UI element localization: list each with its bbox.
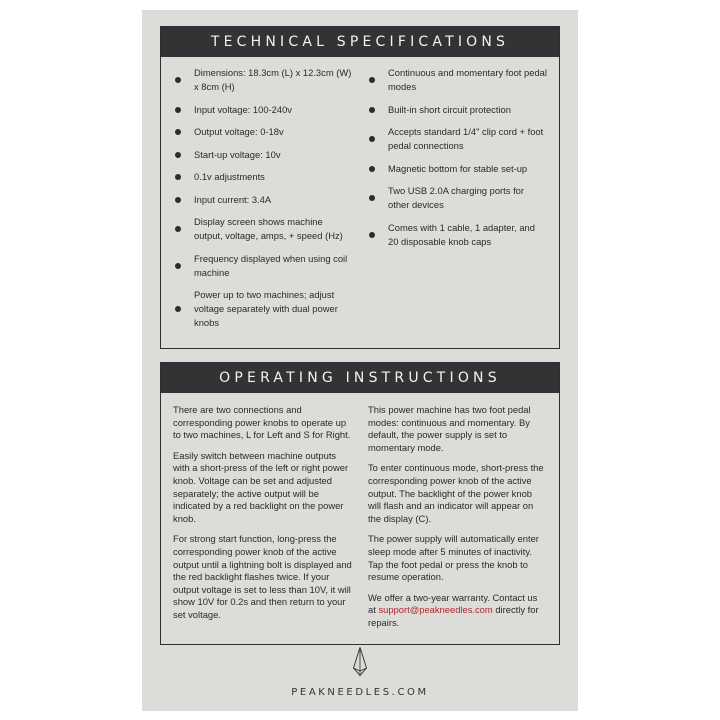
spec-item: Comes with 1 cable, 1 adapter, and 20 disposable knob caps xyxy=(367,221,547,249)
peak-needle-logo-icon xyxy=(352,647,368,677)
instruction-paragraph: This power machine has two foot pedal modes: continuous and momentary. By default, the power supply is set to momentary mode. xyxy=(368,404,531,453)
instruction-paragraph: Easily switch between machine outputs with a short-press of the left or right power knob. Voltage can be set and adjusted separately; the active output will be indicated by a red backlight on the power knob. xyxy=(173,449,349,524)
spec-item: Input voltage: 100-240v xyxy=(173,103,353,117)
instruction-paragraph: The power supply will automatically enter sleep mode after 5 minutes of inactivity. Tap the foot pedal or press the knob to resume operation. xyxy=(368,533,539,583)
bullet-icon xyxy=(175,152,181,158)
spec-item: 0.1v adjustments xyxy=(173,170,353,184)
spec-item: Frequency displayed when using coil machine xyxy=(173,252,353,280)
technical-specifications-section xyxy=(160,26,560,349)
warranty-paragraph: We offer a two-year warranty. Contact us at support@peakneedles.com directly for repairs. xyxy=(368,591,539,628)
spec-item: Power up to two machines; adjust voltage separately with dual power knobs xyxy=(173,288,353,330)
spec-item: Continuous and momentary foot pedal modes xyxy=(367,66,547,94)
bullet-icon xyxy=(369,195,375,201)
bullet-icon xyxy=(369,77,375,83)
website-label: PEAKNEEDLES.COM xyxy=(291,687,429,698)
spec-item: Accepts standard 1/4" clip cord + foot pedal connections xyxy=(367,125,547,153)
bullet-icon xyxy=(175,197,181,203)
spec-item: Start-up voltage: 10v xyxy=(173,148,353,162)
spec-item: Input current: 3.4A xyxy=(173,193,353,207)
bullet-icon xyxy=(175,306,181,312)
bullet-icon xyxy=(175,129,181,135)
bullet-icon xyxy=(175,263,181,269)
spec-item: Display screen shows machine output, voltage, amps, + speed (Hz) xyxy=(173,215,353,243)
spec-item: Built-in short circuit protection xyxy=(367,103,547,117)
bullet-icon xyxy=(175,77,181,83)
bullet-icon xyxy=(369,107,375,113)
bullet-icon xyxy=(175,107,181,113)
operating-instructions-heading: OPERATING INSTRUCTIONS xyxy=(161,363,559,393)
bullet-icon xyxy=(175,174,181,180)
bullet-icon xyxy=(369,136,375,142)
specs-list-left xyxy=(173,66,353,330)
bullet-icon xyxy=(369,232,375,238)
spec-item: Magnetic bottom for stable set-up xyxy=(367,162,547,176)
specs-list-right xyxy=(367,66,547,249)
instruction-paragraph: To enter continuous mode, short-press the corresponding power knob of the active output. The backlight of the power knob will flash and an indicator will appear on the display (C). xyxy=(368,462,544,524)
operating-instructions-section xyxy=(160,362,560,645)
technical-specifications-heading: TECHNICAL SPECIFICATIONS xyxy=(161,27,559,57)
spec-card xyxy=(142,10,578,711)
support-email-link[interactable]: support@peakneedles.com xyxy=(378,604,493,616)
spec-item: Dimensions: 18.3cm (L) x 12.3cm (W) x 8cm (H) xyxy=(173,66,353,94)
bullet-icon xyxy=(369,166,375,172)
spec-item: Two USB 2.0A charging ports for other devices xyxy=(367,184,547,212)
instruction-paragraph: There are two connections and corresponding power knobs to operate up to two machines, L for Left and S for Right. xyxy=(173,404,351,441)
bullet-icon xyxy=(175,226,181,232)
spec-item: Output voltage: 0-18v xyxy=(173,125,353,139)
instruction-paragraph: For strong start function, long-press the corresponding power knob of the active output until a lightning bolt is displayed and the red backlight flashes twice. If your output voltage is set to less than 10V, it will show 10V for 0.2s and then return to your set voltage. xyxy=(173,533,352,620)
